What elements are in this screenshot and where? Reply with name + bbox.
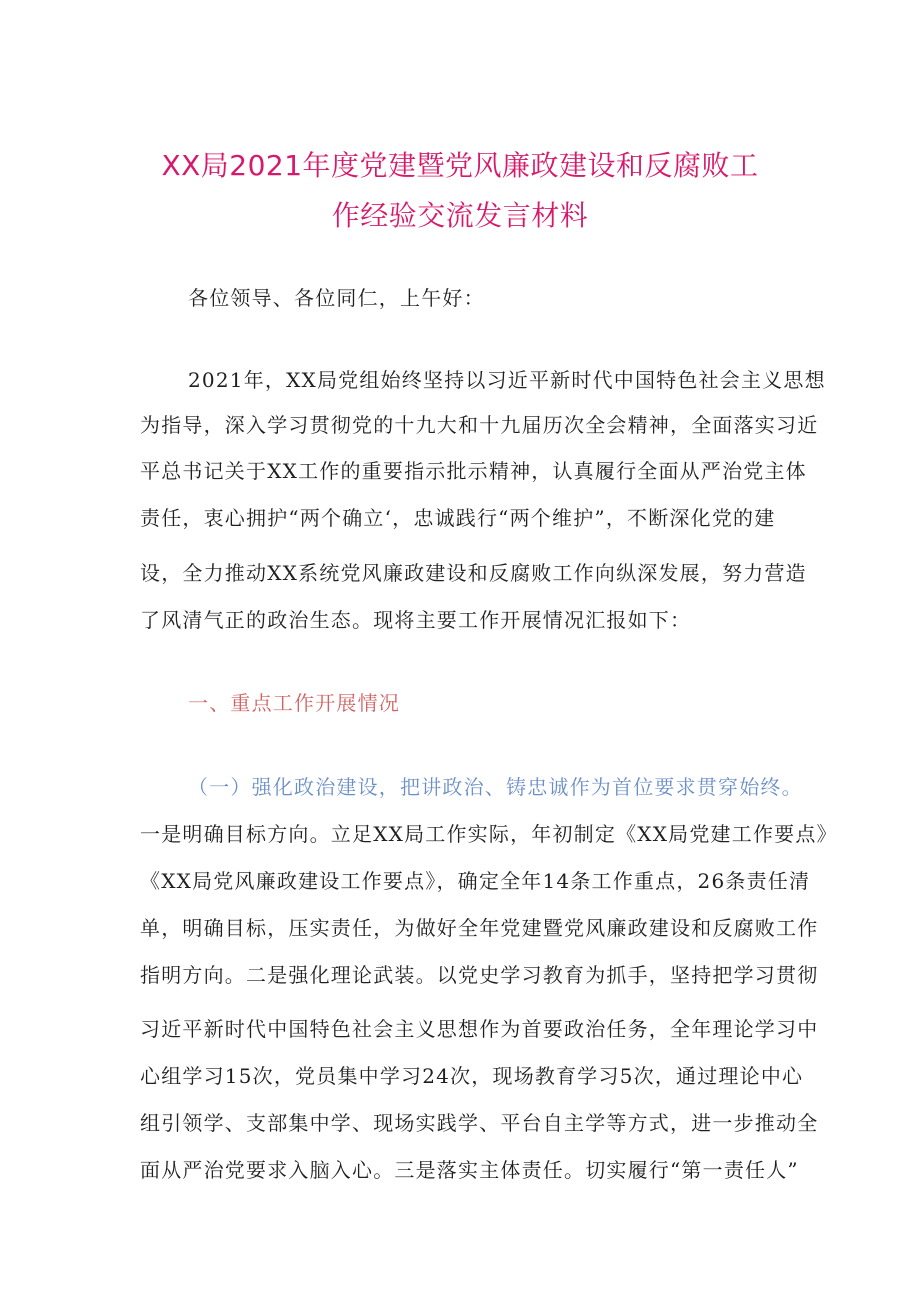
document-title-line-1: XX局2021年度党建暨党风廉政建设和反腐败工 [161,149,759,182]
document-title-line-2: 作经验交流发言材料 [331,199,589,232]
subsection-heading: （一）强化政治建设，把讲政治、铸忠诚作为首位要求贯穿始终。 [188,775,803,799]
body-line-4: 指明方向。二是强化理论武装。以党史学习教育为抓手，坚持把学习贯彻 [140,963,819,987]
intro-line-3: 平总书记关于XX工作的重要指示批示精神，认真履行全面从严治党主体 [140,459,807,483]
intro-line-6: 了风清气正的政治生态。现将主要工作开展情况汇报如下： [140,608,692,632]
body-line-1: 一是明确目标方向。立足XX局工作实际，年初制定《XX局党建工作要点》 [140,822,838,846]
intro-line-5: 设，全力推动XX系统党风廉政建设和反腐败工作向纵深发展，努力营造 [140,561,807,585]
intro-line-1: 2021年，XX局党组始终坚持以习近平新时代中国特色社会主义思想 [188,368,826,392]
intro-line-2: 为指导，深入学习贯彻党的十九大和十九届历次全会精神，全面落实习近 [140,413,819,437]
body-line-5: 习近平新时代中国特色社会主义思想作为首要政治任务，全年理论学习中 [140,1017,819,1041]
body-line-7: 组引领学、支部集中学、现场实践学、平台自主学等方式，进一步推动全 [140,1111,819,1135]
salutation: 各位领导、各位同仁，上午好： [188,286,485,310]
body-line-2: 《XX局党风廉政建设工作要点》，确定全年14条工作重点，26条责任清 [140,869,811,893]
section-heading: 一、重点工作开展情况 [188,691,400,715]
body-line-8: 面从严治党要求入脑入心。三是落实主体责任。切实履行“第一责任人” [140,1158,799,1182]
body-line-6: 心组学习15次，党员集中学习24次，现场教育学习5次，通过理论中心 [140,1064,804,1088]
body-line-3: 单，明确目标，压实责任，为做好全年党建暨党风廉政建设和反腐败工作 [140,916,819,940]
intro-line-4: 责任，衷心拥护“两个确立‘，忠诚践行“两个维护”，不断深化党的建 [140,506,776,530]
